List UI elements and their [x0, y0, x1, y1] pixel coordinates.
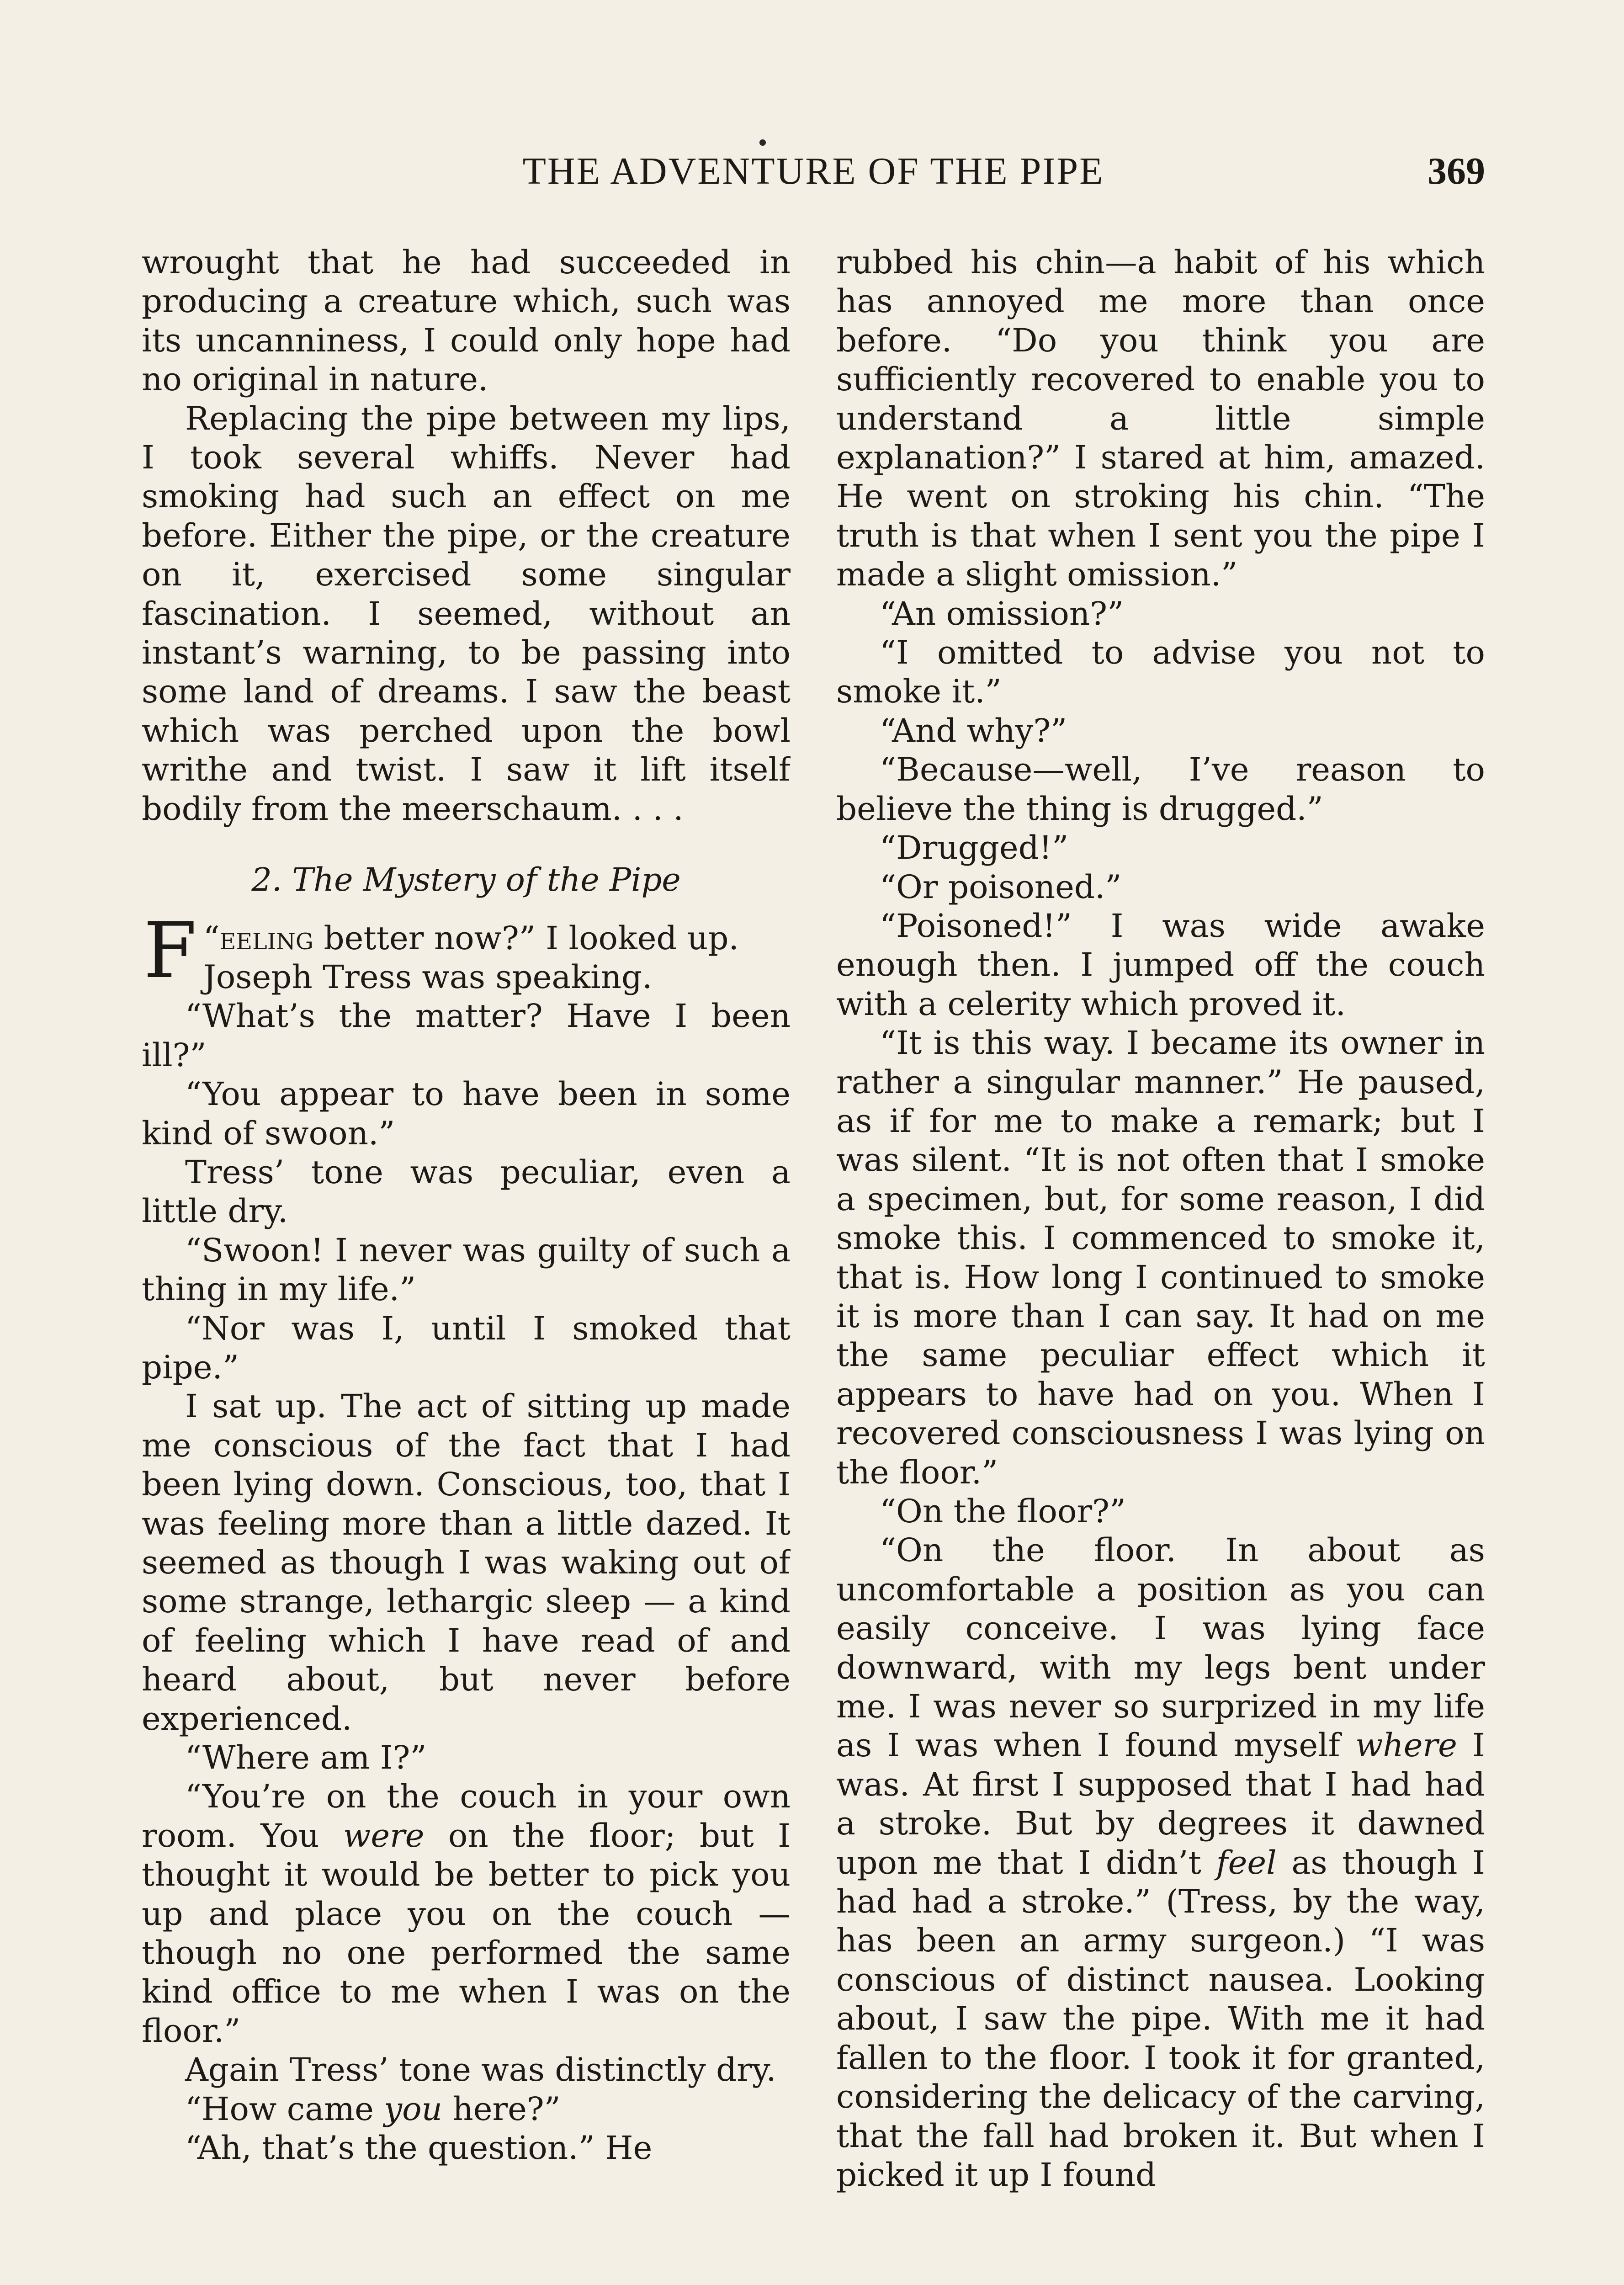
paragraph: “It is this way. I became its owner in rather a singular manner.” He paused, as if for me to make a remark; but I was silent. “It is not often that I smoke a specimen, but, for some reason, I did smoke this. I commenced to smoke it, that is. How long I continued to smoke it is more than I can say. It had on me the same peculiar effect which it appears to have had on you. When I recovered consciousness I was lying on the floor.”: [836, 1024, 1485, 1491]
paragraph: Again Tress’ tone was distinctly dry.: [185, 2051, 776, 2089]
paragraph: [142, 2090, 791, 2129]
drop-cap-paragraph: [142, 905, 791, 997]
emphasis: feel: [1216, 1844, 1277, 1881]
page-header: [142, 146, 1485, 197]
paragraph: “Swoon! I never was guilty of such a thing in my life.”: [142, 1231, 791, 1308]
paragraph-text: “How came: [185, 2090, 384, 2128]
paragraph-text: as though I had had a stroke.” (Tress, by the way, has been an army surgeon.) “I was conscious of distinct nausea. Looking about, I saw the pipe. With me it had fallen to the floor. I took it for granted, considering the delicacy of the carving, that the fall had broken it. But when I picked it up I found: [836, 1844, 1485, 2194]
paragraph: wrought that he had succeeded in producing a creature which, such was its uncanniness, I could only hope had no original in nature.: [142, 244, 791, 399]
emphasis: you: [384, 2090, 442, 2128]
paragraph: “Ah, that’s the question.” He: [185, 2129, 653, 2167]
emphasis: were: [343, 1817, 425, 1855]
paragraph: [836, 1531, 1485, 2195]
paragraph: I sat up. The act of sitting up made me conscious of the fact that I had been lying down. Conscious, too, that I was feeling more than a little dazed. It seemed as though I was waking out of some strange, lethargic sleep — a kind of feeling which I have read of and heard about, but never before experienced.: [142, 1387, 791, 1738]
print-speck: [759, 139, 766, 146]
paragraph-text: here?”: [442, 2090, 561, 2128]
small-caps-text: eeling: [219, 919, 314, 957]
paragraph: “And why?”: [880, 712, 1067, 749]
paragraph: “Drugged!”: [880, 829, 1069, 867]
emphasis: where: [1355, 1727, 1457, 1764]
drop-cap-letter: F: [143, 905, 197, 995]
opening-quote: “: [203, 919, 220, 957]
paragraph: “You appear to have been in some kind of swoon.”: [142, 1075, 791, 1152]
paragraph: “An omission?”: [880, 595, 1124, 632]
paragraph: “Or poisoned.”: [880, 868, 1122, 906]
section-title: 2. The Mystery of the Pipe: [251, 861, 681, 899]
right-column: [836, 243, 1485, 2285]
paragraph-text: better now?” I looked up. Joseph Tress was speaking.: [203, 919, 739, 996]
paragraph: “Nor was I, until I smoked that pipe.”: [142, 1309, 791, 1386]
page-number: 369: [1428, 150, 1485, 192]
paragraph: [142, 1777, 791, 2051]
paragraph: rubbed his chin—a habit of his which has annoyed me more than once before. “Do you think you are sufficiently recovered to enable you to understand a little simple explanation?” I stared at him, amazed. He went on stroking his chin. “The truth is that when I sent you the pipe I made a slight omission.”: [836, 244, 1485, 594]
paragraph-text: I was. At first I supposed that I had had a stroke. But by degrees it dawned upon me that I didn’t: [836, 1727, 1485, 1881]
paragraph: “I omitted to advise you not to smoke it.”: [836, 634, 1485, 711]
paragraph: “On the floor?”: [880, 1493, 1126, 1530]
paragraph: “Poisoned!” I was wide awake enough then. I jumped off the couch with a celerity which proved it.: [836, 907, 1485, 1023]
paragraph: Replacing the pipe between my lips, I took several whiffs. Never had smoking had such an effect on me before. Either the pipe, or the creature on it, exercised some singular fascination. I seemed, without an instant’s warning, to be passing into some land of dreams. I saw the beast which was perched upon the bowl writhe and twist. I saw it lift itself bodily from the meerschaum. . . .: [142, 399, 791, 828]
paragraph-text: “On the floor. In about as uncomfortable a position as you can easily conceive. I was lying face downward, with my legs bent under me. I was never so surprized in my life as I was when I found myself: [836, 1531, 1485, 1764]
paragraph: “Where am I?”: [185, 1739, 427, 1777]
paragraph: Tress’ tone was peculiar, even a little dry.: [142, 1153, 791, 1230]
running-title: THE ADVENTURE OF THE PIPE: [522, 150, 1104, 192]
paragraph: “Because—well, I’ve reason to believe the thing is drugged.”: [836, 751, 1485, 828]
paragraph-text: on the floor; but I thought it would be better to pick you up and place you on the couch —though no one performed the same kind office to me when I was on the floor.”: [142, 1817, 791, 2050]
paragraph-text: “You’re on the couch in your own room. You: [142, 1778, 791, 1855]
paragraph: “What’s the matter? Have I been ill?”: [142, 997, 791, 1074]
left-column: [142, 243, 791, 2285]
